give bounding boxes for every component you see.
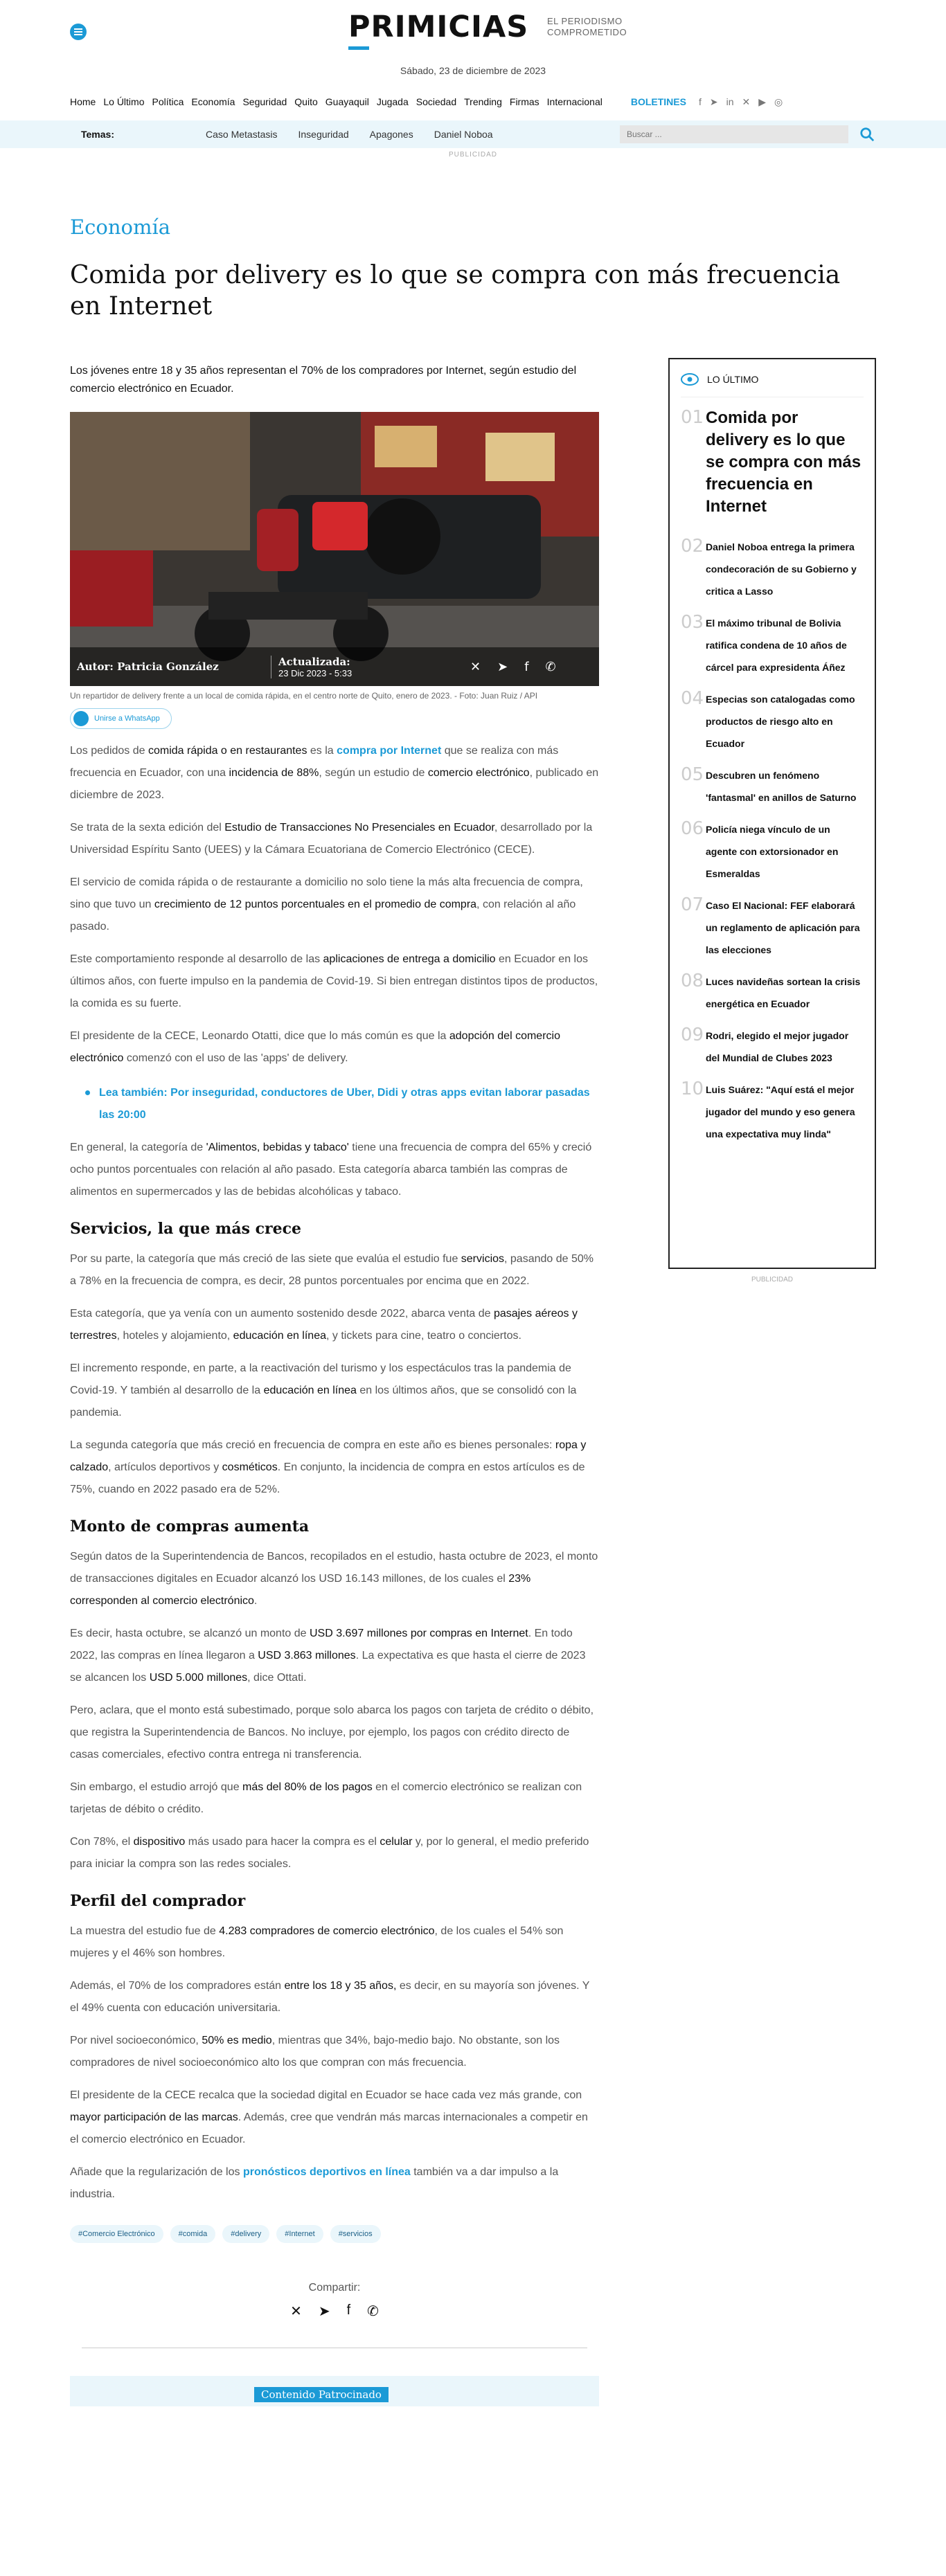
latest-item[interactable]: 08 Luces navideñas sortean la crisis energética en Ecuador: [681, 971, 861, 1009]
paragraph: Por nivel socioeconómico, 50% es medio, mientras que 34%, bajo-medio bajo. No obstante, son los compradores de nivel socioeconómico alto los que compran con más frecuencia.: [70, 2035, 560, 2069]
facebook-icon[interactable]: f: [346, 2303, 351, 2318]
sponsored-label: Contenido Patrocinado: [254, 2387, 389, 2402]
photo-share-icons: [470, 660, 556, 674]
x-icon[interactable]: ✕: [742, 96, 751, 107]
site-header: [70, 0, 876, 116]
latest-news-box: [668, 358, 876, 1269]
paragraph: La segunda categoría que más creció en frecuencia de compra en este año es bienes personales: ropa y calzado, artículos deportivos y cosméticos. En conjunto, la incidencia de compra en estos artículos es de 75%, cuando en 2022 pasado era de 52%.: [70, 1439, 587, 1495]
latest-item[interactable]: 02 Daniel Noboa entrega la primera condecoración de su Gobierno y critica a Lasso: [681, 536, 857, 597]
inline-link[interactable]: compra por Internet: [337, 745, 442, 757]
ad-label: PUBLICIDAD: [751, 1276, 793, 1284]
related-link[interactable]: Lea también: Por inseguridad, conductores de Uber, Didi y otras apps evitan laborar pasadas las 20:00: [70, 1082, 599, 1126]
topic-daniel-noboa[interactable]: Daniel Noboa: [434, 129, 493, 140]
photo-caption: Un repartidor de delivery frente a un local de comida rápida, en el centro norte de Quito, enero de 2023. - Foto: Juan Ruiz / API: [70, 691, 538, 701]
paragraph: Es decir, hasta octubre, se alcanzó un monto de USD 3.697 millones por compras en Internet. En todo 2022, las compras en línea llegaron a USD 3.863 millones. La expectativa es que hasta el cierre de 2023 se alcancen los USD 5.000 millones, dice Ottati.: [70, 1628, 586, 1684]
x-icon[interactable]: ✕: [290, 2304, 302, 2319]
share-section: [70, 2282, 599, 2320]
site-logo[interactable]: [348, 10, 627, 53]
topic-inseguridad[interactable]: Inseguridad: [298, 129, 349, 140]
topic-apagones[interactable]: Apagones: [369, 129, 413, 140]
instagram-icon[interactable]: ◎: [774, 96, 783, 107]
photo-updated: Actualizada: 23 Dic 2023 - 5:33: [271, 656, 458, 678]
inline-link[interactable]: pronósticos deportivos en línea: [242, 2166, 411, 2178]
paragraph: Con 78%, el dispositivo más usado para hacer la compra es el celular y, por lo general, el medio preferido para iniciar la compra son las redes sociales.: [70, 1836, 589, 1870]
x-icon[interactable]: ✕: [470, 659, 481, 674]
paragraph: Añade que la regularización de los pronósticos deportivos en línea también va a dar impulso a la industria.: [70, 2166, 559, 2200]
article-photo: [70, 412, 599, 686]
youtube-icon[interactable]: ▶: [758, 96, 767, 107]
latest-item[interactable]: 10 Luis Suárez: "Aquí está el mejor jugador del mundo y eso genera una expectativa muy linda": [681, 1079, 855, 1140]
current-date: Sábado, 23 de diciembre de 2023: [400, 65, 546, 76]
whatsapp-icon: [73, 711, 89, 726]
share-icons: [70, 2303, 599, 2320]
paragraph: Además, el 70% de los compradores están entre los 18 y 35 años, es decir, en su mayoría son jóvenes. Y el 49% cuenta con educación universitaria.: [70, 1980, 590, 2014]
sidebar: [668, 358, 876, 2406]
telegram-icon[interactable]: ➤: [318, 2304, 330, 2319]
tag[interactable]: #Comercio Electrónico: [70, 2225, 163, 2243]
article: [70, 215, 876, 2406]
linkedin-icon[interactable]: in: [726, 96, 734, 107]
nav-item-home[interactable]: Home: [70, 96, 96, 107]
paragraph: El presidente de la CECE recalca que la sociedad digital en Ecuador se hace cada vez más grande, con mayor participación de las marcas. Además, cree que vendrán más marcas internacionales a competir en el comercio electrónico en Ecuador.: [70, 2089, 588, 2145]
paragraph: Este comportamiento responde al desarrollo de las aplicaciones de entrega a domicilio en Ecuador en los últimos años, con fuerte impulso en la pandemia de Covid-19. Si bien entregan distintos tipos de productos, la comida es su fuerte.: [70, 953, 598, 1009]
nav-item-politica[interactable]: Política: [152, 96, 184, 107]
latest-item[interactable]: 04 Especias son catalogadas como productos de riesgo alto en Ecuador: [681, 688, 855, 749]
topics-bar: [0, 120, 946, 148]
paragraph: Por su parte, la categoría que más creció de las siete que evalúa el estudio fue servicios, pasando de 50% a 78% en la frecuencia de compra, es decir, 28 puntos porcentuales por encima que en 2022.: [70, 1253, 594, 1287]
whatsapp-icon[interactable]: ✆: [367, 2304, 379, 2319]
menu-icon[interactable]: [70, 24, 87, 40]
subheading: Servicios, la que más crece: [70, 1220, 302, 1238]
logo-tagline: EL PERIODISMO COMPROMETIDO: [547, 16, 627, 37]
nav-item-firmas[interactable]: Firmas: [509, 96, 539, 107]
subheading: Perfil del comprador: [70, 1892, 246, 1910]
paragraph: Sin embargo, el estudio arrojó que más del 80% de los pagos en el comercio electrónico se realizan con tarjetas de débito o crédito.: [70, 1781, 582, 1815]
tag-list: [70, 2225, 599, 2243]
ad-label: PUBLICIDAD: [448, 151, 497, 159]
paragraph: El presidente de la CECE, Leonardo Otatti, dice que lo más común es que la adopción del comercio electrónico comenzó con el uso de las 'apps' de delivery.: [70, 1030, 560, 1064]
topic-caso-metastasis[interactable]: Caso Metastasis: [206, 129, 278, 140]
nav-item-jugada[interactable]: Jugada: [376, 96, 409, 107]
nav-item-internacional[interactable]: Internacional: [546, 96, 603, 107]
photo-info-bar: [70, 647, 599, 686]
tag[interactable]: #Internet: [276, 2225, 323, 2243]
paragraph: Los pedidos de comida rápida o en restaurantes es la compra por Internet que se realiza con más frecuencia en Ecuador, con una incidencia de 88%, según un estudio de comercio electrónico, publicado en diciembre de 2023.: [70, 745, 599, 801]
paragraph: Pero, aclara, que el monto está subestimado, porque solo abarca los pagos con tarjeta de crédito o débito, que registra la Superintendencia de Bancos. No incluye, por ejemplo, los pagos con crédito directo de casas comerciales, efectivo contra entrega ni transferencia.: [70, 1704, 594, 1760]
tag[interactable]: #comida: [170, 2225, 216, 2243]
main-nav: [70, 87, 876, 116]
paragraph: Se trata de la sexta edición del Estudio de Transacciones No Presenciales en Ecuador, desarrollado por la Universidad Espíritu Santo (UEES) y la Cámara Ecuatoriana de Comercio Electrónico (CECE).: [70, 822, 593, 856]
nav-item-sociedad[interactable]: Sociedad: [416, 96, 457, 107]
paragraph: La muestra del estudio fue de 4.283 compradores de comercio electrónico, de los cuales el 54% son mujeres y el 46% son hombres.: [70, 1925, 564, 1959]
paragraph: En general, la categoría de 'Alimentos, bebidas y tabaco' tiene una frecuencia de compra del 65% y creció ocho puntos porcentuales con relación al año pasado. Esta categoría abarca también las compras de alimentos en supermercados y las de bebidas alcohólicas y tabaco.: [70, 1142, 592, 1198]
latest-item[interactable]: 01 Comida por delivery es lo que se compra con más frecuencia en Internet: [681, 407, 862, 516]
paragraph: Esta categoría, que ya venía con un aumento sostenido desde 2022, abarca venta de pasajes aéreos y terrestres, hoteles y alojamiento, educación en línea, y tickets para cine, teatro o conciertos.: [70, 1308, 578, 1342]
facebook-icon[interactable]: f: [524, 659, 529, 674]
search-icon[interactable]: [859, 127, 875, 142]
nav-item-guayaquil[interactable]: Guayaquil: [325, 96, 369, 107]
paragraph: El incremento responde, en parte, a la reactivación del turismo y los espectáculos tras la pandemia de Covid-19. Y también al desarrollo de la educación en línea en los últimos años, que se consolidó con la pandemia.: [70, 1362, 577, 1418]
nav-item-economia[interactable]: Economía: [191, 96, 235, 107]
nav-item-lo-ultimo[interactable]: Lo Último: [103, 96, 145, 107]
sponsored-block: [70, 2376, 599, 2406]
paragraph: El servicio de comida rápida o de restaurante a domicilio no solo tiene la más alta frecuencia de compra, sino que tuvo un crecimiento de 12 puntos porcentuales en el promedio de compra, con relación al año pasado.: [70, 876, 583, 933]
logo-text: PRIMICIAS: [348, 10, 529, 44]
tag[interactable]: #servicios: [330, 2225, 381, 2243]
photo-author: Autor: Patricia González: [77, 660, 219, 673]
article-body: [70, 358, 599, 2406]
telegram-icon[interactable]: ➤: [709, 96, 718, 107]
whatsapp-join-button[interactable]: Unirse a WhatsApp: [70, 708, 172, 729]
facebook-icon[interactable]: f: [698, 96, 702, 107]
eye-icon: [681, 373, 699, 386]
subheading: Monto de compras aumenta: [70, 1517, 310, 1535]
latest-item[interactable]: 05 Descubren un fenómeno 'fantasmal' en anillos de Saturno: [681, 764, 857, 803]
article-text: [70, 740, 599, 2206]
telegram-icon[interactable]: ➤: [497, 659, 508, 674]
nav-item-seguridad[interactable]: Seguridad: [242, 96, 287, 107]
latest-item[interactable]: 06 Policía niega vínculo de un agente con extorsionador en Esmeraldas: [681, 818, 839, 879]
share-label: Compartir:: [308, 2282, 361, 2294]
nav-item-quito[interactable]: Quito: [294, 96, 318, 107]
search-input[interactable]: [620, 125, 848, 143]
latest-item[interactable]: 09 Rodri, elegido el mejor jugador del Mundial de Clubes 2023: [681, 1025, 849, 1063]
article-section[interactable]: Economía: [70, 215, 171, 239]
logo-underline: [348, 46, 369, 50]
photo-image: [70, 412, 599, 686]
article-title: Comida por delivery es lo que se compra con más frecuencia en Internet: [70, 261, 841, 321]
article-lead: Los jóvenes entre 18 y 35 años representan el 70% de los compradores por Internet, según estudio del comercio electrónico en Ecuador.: [70, 365, 577, 395]
latest-item[interactable]: 03 El máximo tribunal de Bolivia ratifica condena de 10 años de cárcel para expresidenta Áñez: [681, 612, 847, 673]
nav-item-trending[interactable]: Trending: [464, 96, 502, 107]
social-links: [699, 96, 783, 108]
latest-header: LO ÚLTIMO: [681, 373, 864, 397]
whatsapp-icon[interactable]: ✆: [545, 659, 556, 674]
topics-label: Temas:: [81, 129, 114, 140]
tag[interactable]: #delivery: [222, 2225, 269, 2243]
latest-item[interactable]: 07 Caso El Nacional: FEF elaborará un reglamento de aplicación para las elecciones: [681, 894, 860, 955]
nav-boletines[interactable]: BOLETINES: [630, 96, 686, 107]
paragraph: Según datos de la Superintendencia de Bancos, recopilados en el estudio, hasta octubre de 2023, el monto de transacciones digitales en Ecuador alcanzó los USD 16.143 millones, de los cuales el 23% corresponden al comercio electrónico.: [70, 1551, 598, 1607]
